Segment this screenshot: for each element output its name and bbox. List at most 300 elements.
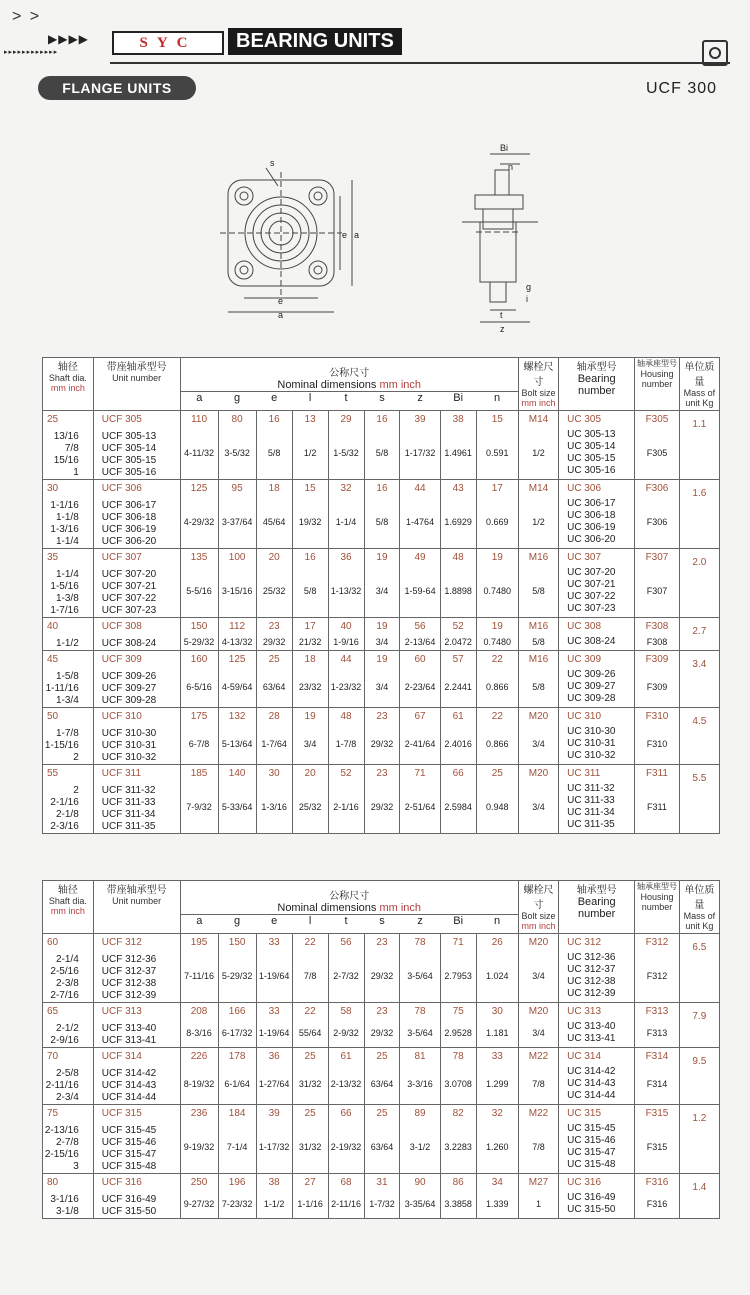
bolt-cell — [518, 1174, 558, 1219]
dim-mm: 89 — [414, 1108, 426, 1119]
bolt-cell — [518, 1105, 558, 1174]
dim-cell — [364, 1174, 400, 1219]
unit-number: UCF 314-44 — [101, 1092, 157, 1103]
mass-header-en1: Mass of — [683, 388, 716, 398]
unit-main: UCF 312 — [101, 937, 142, 948]
housing-secondary: F305 — [646, 448, 668, 458]
housing-secondary: F316 — [646, 1199, 668, 1209]
dim-cell — [328, 651, 364, 708]
drawing-label-g: g — [526, 282, 532, 292]
shaft-inch: 1-5/8 — [55, 671, 79, 682]
dim-mm: 150 — [190, 621, 208, 632]
bolt-cell — [518, 1003, 558, 1048]
dim-cell — [256, 1105, 292, 1174]
dim-inch: 2.2441 — [444, 682, 472, 692]
unit-main: UCF 311 — [101, 768, 142, 779]
bearing-header-en1: Bearing — [577, 373, 616, 385]
bearing-number: UC 311-35 — [567, 819, 615, 830]
dim-mm: 78 — [414, 1006, 426, 1017]
technical-drawing — [200, 140, 560, 340]
bearing-number: UC 306-18 — [567, 510, 616, 521]
dim-inch: 3-35/64 — [404, 1199, 436, 1209]
shaft-inch: 3-1/16 — [50, 1194, 79, 1205]
dim-inch: 2-7/32 — [333, 971, 359, 981]
dim-cell — [180, 549, 218, 618]
dim-inch: 0.7480 — [483, 586, 512, 596]
dim-inch: 3-5/64 — [407, 1028, 433, 1038]
unit-list — [102, 569, 180, 617]
bolt-mm: M14 — [528, 483, 549, 494]
unit-cell — [93, 549, 180, 618]
housing-cell — [635, 618, 679, 651]
dim-cell — [400, 618, 440, 651]
bearing-number: UC 313-40 — [567, 1021, 616, 1032]
dim-mm: 185 — [190, 768, 208, 779]
dim-mm: 112 — [229, 621, 246, 632]
mass-value: 1.6 — [692, 488, 707, 499]
dim-mm: 30 — [268, 768, 280, 779]
dim-mm: 22 — [491, 711, 503, 722]
dim-cell — [328, 618, 364, 651]
unit-number: UCF 311-35 — [101, 821, 156, 832]
dim-cell — [256, 765, 292, 834]
dim-mm: 95 — [231, 483, 243, 494]
header-divider — [110, 62, 730, 64]
dim-mm: 78 — [452, 1051, 464, 1062]
bearing-cell — [559, 765, 635, 834]
dim-inch: 7-11/16 — [184, 971, 214, 981]
housing-header — [635, 881, 679, 934]
shaft-mm: 65 — [47, 1006, 59, 1017]
dim-mm: 23 — [376, 711, 388, 722]
shaft-inch: 1-7/8 — [55, 728, 79, 739]
dim-cell — [180, 1174, 218, 1219]
dim-inch: 1-5/32 — [333, 448, 359, 458]
dim-inch: 0.866 — [486, 739, 509, 749]
table-row — [43, 1174, 720, 1219]
dim-mm: 25 — [491, 768, 503, 779]
dim-inch: 2-51/64 — [404, 802, 436, 812]
bolt-mm: M20 — [528, 711, 549, 722]
mass-value: 1.4 — [692, 1182, 707, 1193]
dim-inch: 1-1/4 — [335, 517, 357, 527]
bearing-cell — [559, 1048, 635, 1105]
unit-list — [102, 671, 180, 707]
unit-number: UCF 309-28 — [101, 695, 157, 706]
unit-number: UCF 307-20 — [101, 569, 157, 580]
dim-inch: 1-59-64 — [404, 586, 436, 596]
dim-mm: 68 — [340, 1177, 352, 1188]
housing-main: F311 — [645, 768, 668, 779]
dim-cell — [328, 480, 364, 549]
bearing-header-en2: number — [578, 908, 616, 920]
dim-inch: 2-1/16 — [333, 802, 359, 812]
dim-inch: 9-19/32 — [183, 1142, 215, 1152]
bolt-header-en: Bolt size — [521, 911, 556, 921]
bearing-number: UC 308-24 — [567, 636, 616, 647]
dim-cell — [218, 934, 256, 1003]
mass-cell — [679, 1105, 719, 1174]
dim-col-header: n — [476, 392, 518, 411]
unit-header — [93, 881, 180, 934]
shaft-inch: 2-11/16 — [45, 1080, 79, 1091]
dim-cell — [400, 765, 440, 834]
unit-list — [102, 500, 180, 548]
dim-inch: 2-11/16 — [331, 1199, 361, 1209]
dim-inch: 3.2283 — [444, 1142, 472, 1152]
bearing-main: UC 308 — [567, 621, 602, 632]
shaft-mm: 55 — [47, 768, 59, 779]
unit-list — [102, 638, 180, 650]
dim-inch: 3.3858 — [444, 1199, 472, 1209]
dim-mm: 86 — [452, 1177, 464, 1188]
dim-inch: 29/32 — [370, 1028, 394, 1038]
bolt-cell — [518, 411, 558, 480]
shaft-cell — [43, 708, 94, 765]
shaft-header-en: Shaft dia. — [48, 896, 87, 906]
page-title: BEARING UNITS — [228, 28, 402, 55]
housing-header-en2: number — [641, 902, 673, 912]
dim-inch: 2.7953 — [444, 971, 472, 981]
dim-cell — [364, 549, 400, 618]
housing-header-en1: Housing — [640, 369, 674, 379]
housing-secondary: F310 — [646, 739, 668, 749]
dim-cell — [364, 765, 400, 834]
dim-cell — [440, 411, 476, 480]
bearing-list — [567, 726, 634, 762]
bearing-main: UC 311 — [567, 768, 601, 779]
dim-cell — [476, 765, 518, 834]
dim-mm: 52 — [452, 621, 464, 632]
shaft-mm: 70 — [47, 1051, 59, 1062]
dim-mm: 71 — [414, 768, 426, 779]
dim-mm: 66 — [452, 768, 464, 779]
dim-cell — [440, 549, 476, 618]
dim-cell — [292, 411, 328, 480]
dim-inch: 1-17/32 — [258, 1142, 290, 1152]
shaft-cell — [43, 1048, 94, 1105]
mass-value: 7.9 — [692, 1011, 707, 1022]
bolt-cell — [518, 708, 558, 765]
dim-inch: 5-13/64 — [221, 739, 253, 749]
dim-mm: 61 — [452, 711, 464, 722]
dim-mm: 40 — [340, 621, 352, 632]
dim-inch: 63/64 — [262, 682, 286, 692]
housing-header-zh: 轴承座型号 — [636, 359, 677, 368]
dim-mm: 125 — [190, 483, 208, 494]
bearing-number: UC 310-32 — [567, 750, 616, 761]
bearing-number: UC 315-46 — [567, 1135, 616, 1146]
unit-cell — [93, 1174, 180, 1219]
bearing-list — [567, 1021, 634, 1045]
dim-inch: 0.866 — [486, 682, 509, 692]
dim-inch: 55/64 — [298, 1028, 322, 1038]
mass-cell — [679, 934, 719, 1003]
dim-cell — [476, 708, 518, 765]
shaft-header — [43, 881, 94, 934]
table-row — [43, 1003, 720, 1048]
dim-mm: 16 — [376, 414, 388, 425]
bearing-number: UC 312-38 — [567, 976, 616, 987]
unit-number: UCF 306-17 — [101, 500, 157, 511]
dim-inch: 7/8 — [303, 971, 317, 981]
dim-cell — [476, 549, 518, 618]
dim-inch: 19/32 — [298, 517, 322, 527]
dim-mm: 23 — [376, 768, 388, 779]
unit-number: UCF 306-18 — [101, 512, 157, 523]
bearing-number: UC 305-14 — [567, 441, 616, 452]
dim-inch: 2-9/32 — [333, 1028, 359, 1038]
dims-header-en — [181, 379, 518, 391]
bearing-number: UC 309-26 — [567, 669, 616, 680]
dims-header — [180, 358, 518, 392]
dim-mm: 81 — [414, 1051, 426, 1062]
housing-main: F313 — [645, 1006, 669, 1017]
bolt-inch: 1/2 — [532, 517, 545, 527]
shaft-inch: 1-3/4 — [55, 695, 79, 706]
dim-col-header: a — [180, 392, 218, 411]
bearing-header-zh: 轴承型号 — [576, 885, 617, 896]
shaft-inch: 1-15/16 — [44, 740, 79, 751]
shaft-cell — [43, 651, 94, 708]
bearing-list — [567, 1066, 634, 1102]
shaft-inch-list — [43, 671, 79, 707]
dim-mm: 56 — [340, 937, 352, 948]
dim-inch: 25/32 — [298, 802, 322, 812]
drawing-label-a-vertical: a — [354, 230, 360, 240]
dim-mm: 25 — [268, 654, 280, 665]
bearing-number: UC 307-22 — [567, 591, 616, 602]
dim-cell — [256, 1048, 292, 1105]
dim-mm: 39 — [268, 1108, 280, 1119]
shaft-cell — [43, 549, 94, 618]
bolt-mm: M16 — [528, 552, 549, 563]
brand-logo: SYC — [112, 31, 224, 55]
drawing-label-e-vertical: e — [342, 230, 348, 240]
dim-cell — [256, 1174, 292, 1219]
mass-header — [679, 881, 719, 934]
dim-cell — [180, 1048, 218, 1105]
dim-inch: 5/8 — [375, 448, 389, 458]
dim-inch: 25/32 — [262, 586, 286, 596]
dim-inch: 2-13/64 — [404, 637, 436, 647]
dim-inch: 1-1/2 — [263, 1199, 285, 1209]
unit-cell — [93, 651, 180, 708]
arrows-decoration-icon: ▶▶▶▶ — [48, 32, 89, 46]
shaft-mm: 30 — [47, 483, 59, 494]
dim-mm: 16 — [376, 483, 388, 494]
dim-mm: 19 — [491, 621, 503, 632]
dim-mm: 56 — [414, 621, 426, 632]
unit-cell — [93, 411, 180, 480]
dim-cell — [328, 708, 364, 765]
shaft-mm: 75 — [47, 1108, 59, 1119]
bearing-number: UC 306-17 — [567, 498, 616, 509]
dim-mm: 75 — [452, 1006, 464, 1017]
dim-cell — [440, 618, 476, 651]
housing-header — [635, 358, 679, 411]
unit-cell — [93, 480, 180, 549]
unit-main: UCF 306 — [101, 483, 142, 494]
dim-col-header: z — [400, 392, 440, 411]
dim-mm: 66 — [340, 1108, 352, 1119]
dim-cell — [180, 765, 218, 834]
dim-inch: 1-19/64 — [258, 1028, 290, 1038]
shaft-header — [43, 358, 94, 411]
housing-main: F306 — [645, 483, 669, 494]
dim-mm: 132 — [228, 711, 246, 722]
dim-inch: 63/64 — [370, 1142, 394, 1152]
dim-inch: 1.181 — [486, 1028, 509, 1038]
unit-number: UCF 311-33 — [101, 797, 156, 808]
bearing-cell — [559, 411, 635, 480]
dim-inch: 1-7/8 — [335, 739, 357, 749]
unit-header-en: Unit number — [112, 896, 162, 906]
housing-secondary: F308 — [646, 637, 668, 647]
dim-col-header: t — [328, 392, 364, 411]
dim-col-header: l — [292, 915, 328, 934]
dim-cell — [180, 1105, 218, 1174]
dim-inch: 1.8898 — [444, 586, 472, 596]
dim-mm: 26 — [491, 937, 503, 948]
unit-header-zh: 带座轴承型号 — [106, 885, 167, 896]
mass-cell — [679, 480, 719, 549]
dim-cell — [292, 1048, 328, 1105]
dim-inch: 29/32 — [370, 739, 394, 749]
dim-cell — [256, 934, 292, 1003]
bolt-inch: 3/4 — [532, 739, 545, 749]
dim-cell — [440, 934, 476, 1003]
dim-mm: 17 — [491, 483, 503, 494]
dim-inch: 2.9528 — [444, 1028, 472, 1038]
dim-mm: 36 — [340, 552, 352, 563]
unit-number: UCF 307-21 — [101, 581, 157, 592]
dim-inch: 5/8 — [303, 586, 317, 596]
housing-cell — [635, 549, 679, 618]
dim-col-header: s — [364, 915, 400, 934]
unit-number: UCF 313-40 — [101, 1023, 157, 1034]
shaft-inch: 2-3/4 — [55, 1092, 79, 1103]
bearing-number: UC 309-28 — [567, 693, 616, 704]
dim-inch: 5-33/64 — [221, 802, 253, 812]
dim-mm: 250 — [190, 1177, 208, 1188]
shaft-header-unit: mm inch — [50, 906, 85, 916]
dim-mm: 90 — [414, 1177, 426, 1188]
dim-cell — [440, 1048, 476, 1105]
housing-main: F310 — [645, 711, 669, 722]
dim-mm: 25 — [376, 1051, 388, 1062]
unit-list — [102, 1068, 180, 1104]
unit-number: UCF 311-32 — [101, 785, 156, 796]
unit-main: UCF 314 — [101, 1051, 142, 1062]
shaft-mm: 40 — [47, 621, 59, 632]
dim-cell — [364, 651, 400, 708]
bolt-header-zh: 螺栓尺寸 — [523, 885, 554, 911]
housing-main: F309 — [645, 654, 669, 665]
unit-number: UCF 314-42 — [101, 1068, 157, 1079]
dim-inch: 3-1/2 — [409, 1142, 431, 1152]
shaft-inch: 1-3/16 — [50, 524, 79, 535]
dim-mm: 160 — [190, 654, 208, 665]
dim-inch: 4-11/32 — [184, 448, 214, 458]
unit-main: UCF 309 — [101, 654, 142, 665]
dim-inch: 6-17/32 — [221, 1028, 253, 1038]
shaft-inch: 1-7/16 — [50, 605, 79, 616]
mass-value: 2.7 — [692, 626, 707, 637]
dim-mm: 23 — [376, 1006, 388, 1017]
housing-cell — [635, 411, 679, 480]
unit-cell — [93, 1105, 180, 1174]
bearing-number: UC 311-33 — [567, 795, 615, 806]
dim-cell — [400, 1174, 440, 1219]
dim-cell — [292, 1174, 328, 1219]
housing-cell — [635, 708, 679, 765]
shaft-inch-list — [43, 500, 79, 548]
dim-inch: 63/64 — [370, 1079, 394, 1089]
dim-mm: 175 — [190, 711, 208, 722]
dim-inch: 4-29/32 — [183, 517, 215, 527]
unit-cell — [93, 765, 180, 834]
bearing-list — [567, 429, 634, 477]
shaft-inch: 3 — [73, 1161, 79, 1172]
bearing-main: UC 306 — [567, 483, 602, 494]
dim-inch: 3-5/64 — [407, 971, 433, 981]
unit-main: UCF 308 — [101, 621, 142, 632]
dim-cell — [364, 618, 400, 651]
mass-header — [679, 358, 719, 411]
dim-mm: 38 — [268, 1177, 280, 1188]
bearing-main: UC 312 — [567, 937, 602, 948]
unit-list — [102, 431, 180, 479]
housing-header-en2: number — [641, 379, 673, 389]
dim-cell — [256, 618, 292, 651]
dim-mm: 22 — [304, 937, 316, 948]
unit-number: UCF 312-37 — [101, 966, 157, 977]
unit-number: UCF 309-27 — [101, 683, 157, 694]
housing-cell — [635, 651, 679, 708]
bearing-main: UC 307 — [567, 552, 602, 563]
unit-main: UCF 305 — [101, 414, 142, 425]
dim-cell — [440, 1174, 476, 1219]
dim-mm: 32 — [491, 1108, 503, 1119]
dim-cell — [218, 1048, 256, 1105]
drawing-label-n: n — [508, 162, 514, 172]
bearing-list — [567, 952, 634, 1000]
unit-number: UCF 305-15 — [101, 455, 157, 466]
shaft-inch: 2-9/16 — [50, 1035, 79, 1046]
shaft-cell — [43, 618, 94, 651]
bearing-number: UC 307-20 — [567, 567, 616, 578]
dim-mm: 33 — [491, 1051, 503, 1062]
dim-cell — [218, 618, 256, 651]
shaft-inch: 7/8 — [64, 443, 79, 454]
housing-header-zh: 轴承座型号 — [636, 882, 677, 891]
shaft-inch: 1-1/4 — [55, 569, 79, 580]
dim-inch: 3/4 — [375, 586, 389, 596]
dim-cell — [328, 1174, 364, 1219]
dim-cell — [180, 651, 218, 708]
table-row — [43, 651, 720, 708]
dim-inch: 2.0472 — [444, 637, 472, 647]
bolt-inch: 3/4 — [532, 802, 545, 812]
bearing-main: UC 315 — [567, 1108, 602, 1119]
dims-header-unit: mm inch — [379, 902, 422, 914]
dim-inch: 1.260 — [486, 1142, 509, 1152]
dim-mm: 58 — [340, 1006, 352, 1017]
unit-number: UCF 312-36 — [101, 954, 157, 965]
dim-col-header: n — [476, 915, 518, 934]
housing-cell — [635, 1048, 679, 1105]
